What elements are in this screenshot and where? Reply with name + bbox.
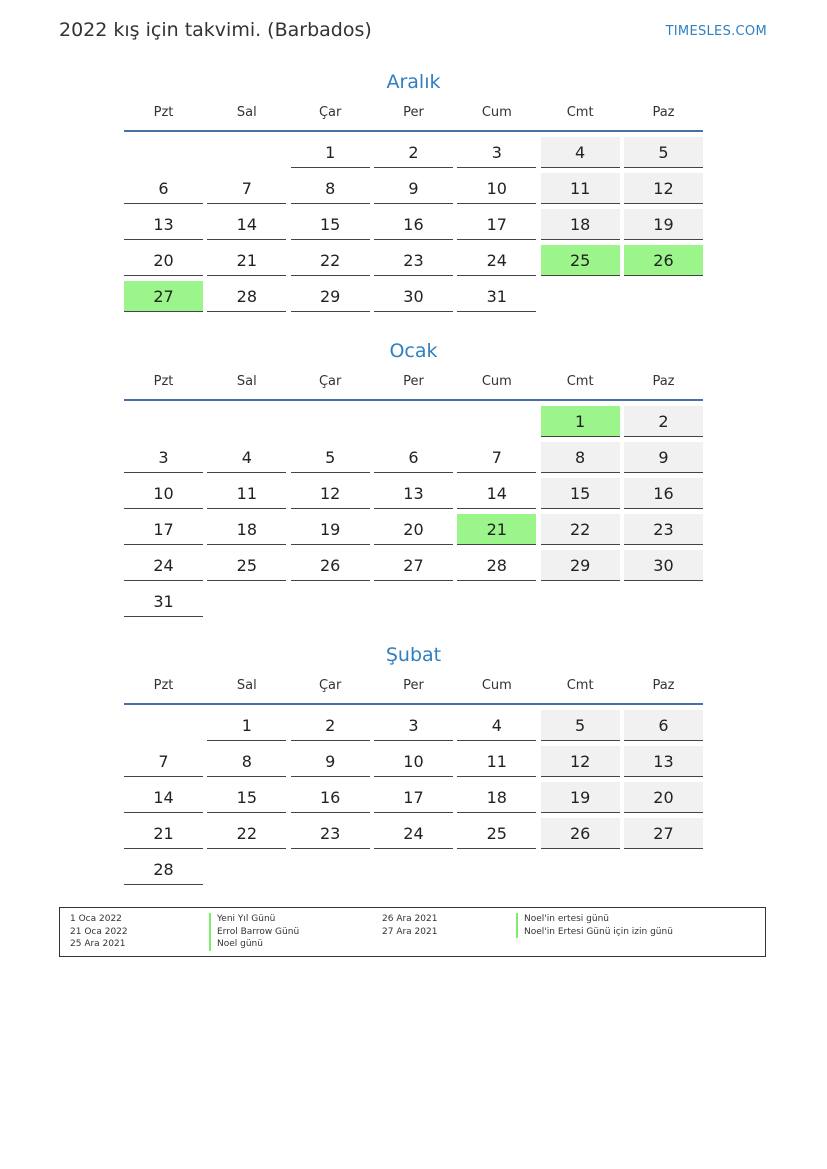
day-cell: 15 xyxy=(291,209,370,240)
page-title: 2022 kış için takvimi. (Barbados) xyxy=(59,19,372,41)
day-cell: 6 xyxy=(624,710,703,741)
weekday-label: Paz xyxy=(652,677,675,693)
day-cell: 31 xyxy=(124,586,203,617)
day-cell: 28 xyxy=(124,854,203,885)
weekday-label: Pzt xyxy=(153,104,174,120)
month-block-january xyxy=(124,338,703,617)
legend-names-right xyxy=(516,913,673,938)
day-cell: 15 xyxy=(541,478,620,509)
day-cell: 11 xyxy=(457,746,536,777)
holiday-day-cell: 27 xyxy=(124,281,203,312)
day-cell: 7 xyxy=(124,746,203,777)
day-cell: 19 xyxy=(541,782,620,813)
day-cell: 5 xyxy=(541,710,620,741)
day-cell: 22 xyxy=(207,818,286,849)
weekday-header xyxy=(124,98,703,126)
day-cell: 23 xyxy=(624,514,703,545)
weekday-header xyxy=(124,367,703,395)
weekday-label: Çar xyxy=(318,104,342,120)
day-cell: 26 xyxy=(541,818,620,849)
day-cell: 18 xyxy=(541,209,620,240)
legend-holiday-name: Noel'in Ertesi Günü için izin günü xyxy=(516,926,673,939)
day-cell: 29 xyxy=(291,281,370,312)
holiday-day-cell: 1 xyxy=(541,406,620,437)
day-cell: 4 xyxy=(457,710,536,741)
month-block-december xyxy=(124,69,703,312)
day-cell: 23 xyxy=(291,818,370,849)
weekday-label: Sal xyxy=(236,373,257,389)
legend-date: 25 Ara 2021 xyxy=(70,939,126,949)
day-cell: 11 xyxy=(207,478,286,509)
empty-cell xyxy=(124,406,203,437)
day-cell: 4 xyxy=(541,137,620,168)
day-cell: 24 xyxy=(374,818,453,849)
day-cell: 1 xyxy=(207,710,286,741)
day-cell: 8 xyxy=(207,746,286,777)
month-title: Aralık xyxy=(386,71,441,93)
day-cell: 19 xyxy=(291,514,370,545)
weekday-label: Cmt xyxy=(566,104,594,120)
day-cell: 27 xyxy=(624,818,703,849)
weekday-label: Sal xyxy=(236,677,257,693)
day-cell: 2 xyxy=(624,406,703,437)
holiday-day-cell: 25 xyxy=(541,245,620,276)
day-cell: 25 xyxy=(457,818,536,849)
day-cell: 7 xyxy=(457,442,536,473)
legend-names-left xyxy=(209,913,299,951)
month-title: Ocak xyxy=(389,340,438,362)
day-cell: 13 xyxy=(374,478,453,509)
day-cell: 17 xyxy=(124,514,203,545)
day-cell: 24 xyxy=(457,245,536,276)
month-title: Şubat xyxy=(385,644,442,666)
day-cell: 17 xyxy=(457,209,536,240)
weekday-header xyxy=(124,671,703,699)
weekday-label: Çar xyxy=(318,677,342,693)
day-cell: 12 xyxy=(291,478,370,509)
day-cell: 12 xyxy=(624,173,703,204)
legend-holiday-name: Errol Barrow Günü xyxy=(209,926,299,939)
weekday-label: Sal xyxy=(236,104,257,120)
day-cell: 9 xyxy=(374,173,453,204)
day-cell: 20 xyxy=(374,514,453,545)
empty-cell xyxy=(207,137,286,168)
weekday-label: Pzt xyxy=(153,373,174,389)
day-cell: 13 xyxy=(624,746,703,777)
weekday-label: Per xyxy=(403,677,424,693)
day-cell: 25 xyxy=(207,550,286,581)
day-cell: 28 xyxy=(207,281,286,312)
day-cell: 28 xyxy=(457,550,536,581)
month-divider xyxy=(124,399,703,401)
day-cell: 5 xyxy=(624,137,703,168)
day-cell: 10 xyxy=(457,173,536,204)
empty-cell xyxy=(207,406,286,437)
day-cell: 22 xyxy=(541,514,620,545)
day-cell: 21 xyxy=(207,245,286,276)
weekday-label: Per xyxy=(403,373,424,389)
legend-holiday-name: Noel günü xyxy=(209,938,299,951)
month-divider xyxy=(124,130,703,132)
day-cell: 10 xyxy=(124,478,203,509)
day-grid xyxy=(124,137,703,312)
holiday-day-cell: 21 xyxy=(457,514,536,545)
day-cell: 9 xyxy=(291,746,370,777)
day-cell: 3 xyxy=(124,442,203,473)
day-cell: 1 xyxy=(291,137,370,168)
holiday-day-cell: 26 xyxy=(624,245,703,276)
weekday-label: Cum xyxy=(481,677,512,693)
weekday-label: Paz xyxy=(652,373,675,389)
day-cell: 2 xyxy=(374,137,453,168)
legend-date: 1 Oca 2022 xyxy=(70,914,122,924)
day-cell: 20 xyxy=(624,782,703,813)
weekday-label: Cum xyxy=(481,104,512,120)
day-cell: 8 xyxy=(541,442,620,473)
empty-cell xyxy=(124,710,203,741)
day-cell: 9 xyxy=(624,442,703,473)
day-cell: 14 xyxy=(457,478,536,509)
day-cell: 19 xyxy=(624,209,703,240)
day-grid xyxy=(124,710,703,885)
site-link[interactable]: TIMESLES.COM xyxy=(665,24,767,39)
day-cell: 20 xyxy=(124,245,203,276)
legend-holiday-name: Yeni Yıl Günü xyxy=(209,913,299,926)
day-cell: 24 xyxy=(124,550,203,581)
day-cell: 30 xyxy=(624,550,703,581)
empty-cell xyxy=(457,406,536,437)
day-cell: 13 xyxy=(124,209,203,240)
day-cell: 2 xyxy=(291,710,370,741)
weekday-label: Paz xyxy=(652,104,675,120)
weekday-label: Cmt xyxy=(566,373,594,389)
day-cell: 10 xyxy=(374,746,453,777)
day-cell: 18 xyxy=(207,514,286,545)
day-cell: 15 xyxy=(207,782,286,813)
day-cell: 30 xyxy=(374,281,453,312)
day-grid xyxy=(124,406,703,617)
legend-dates-left xyxy=(70,913,128,951)
weekday-label: Cmt xyxy=(566,677,594,693)
day-cell: 14 xyxy=(207,209,286,240)
empty-cell xyxy=(374,406,453,437)
day-cell: 29 xyxy=(541,550,620,581)
day-cell: 31 xyxy=(457,281,536,312)
day-cell: 23 xyxy=(374,245,453,276)
day-cell: 4 xyxy=(207,442,286,473)
day-cell: 16 xyxy=(291,782,370,813)
day-cell: 26 xyxy=(291,550,370,581)
day-cell: 14 xyxy=(124,782,203,813)
day-cell: 11 xyxy=(541,173,620,204)
holiday-legend xyxy=(59,907,766,957)
weekday-label: Pzt xyxy=(153,677,174,693)
legend-date: 26 Ara 2021 xyxy=(382,914,438,924)
weekday-label: Cum xyxy=(481,373,512,389)
empty-cell xyxy=(291,406,370,437)
day-cell: 21 xyxy=(124,818,203,849)
day-cell: 6 xyxy=(124,173,203,204)
legend-holiday-name: Noel'in ertesi günü xyxy=(516,913,673,926)
day-cell: 27 xyxy=(374,550,453,581)
weekday-label: Çar xyxy=(318,373,342,389)
legend-date: 21 Oca 2022 xyxy=(70,926,128,937)
day-cell: 8 xyxy=(291,173,370,204)
legend-date: 27 Ara 2021 xyxy=(382,926,438,937)
day-cell: 6 xyxy=(374,442,453,473)
day-cell: 16 xyxy=(374,209,453,240)
day-cell: 3 xyxy=(457,137,536,168)
month-block-february xyxy=(124,642,703,885)
day-cell: 16 xyxy=(624,478,703,509)
day-cell: 18 xyxy=(457,782,536,813)
weekday-label: Per xyxy=(403,104,424,120)
month-divider xyxy=(124,703,703,705)
day-cell: 5 xyxy=(291,442,370,473)
day-cell: 17 xyxy=(374,782,453,813)
day-cell: 7 xyxy=(207,173,286,204)
legend-dates-right xyxy=(382,913,437,938)
day-cell: 3 xyxy=(374,710,453,741)
day-cell: 22 xyxy=(291,245,370,276)
empty-cell xyxy=(124,137,203,168)
day-cell: 12 xyxy=(541,746,620,777)
